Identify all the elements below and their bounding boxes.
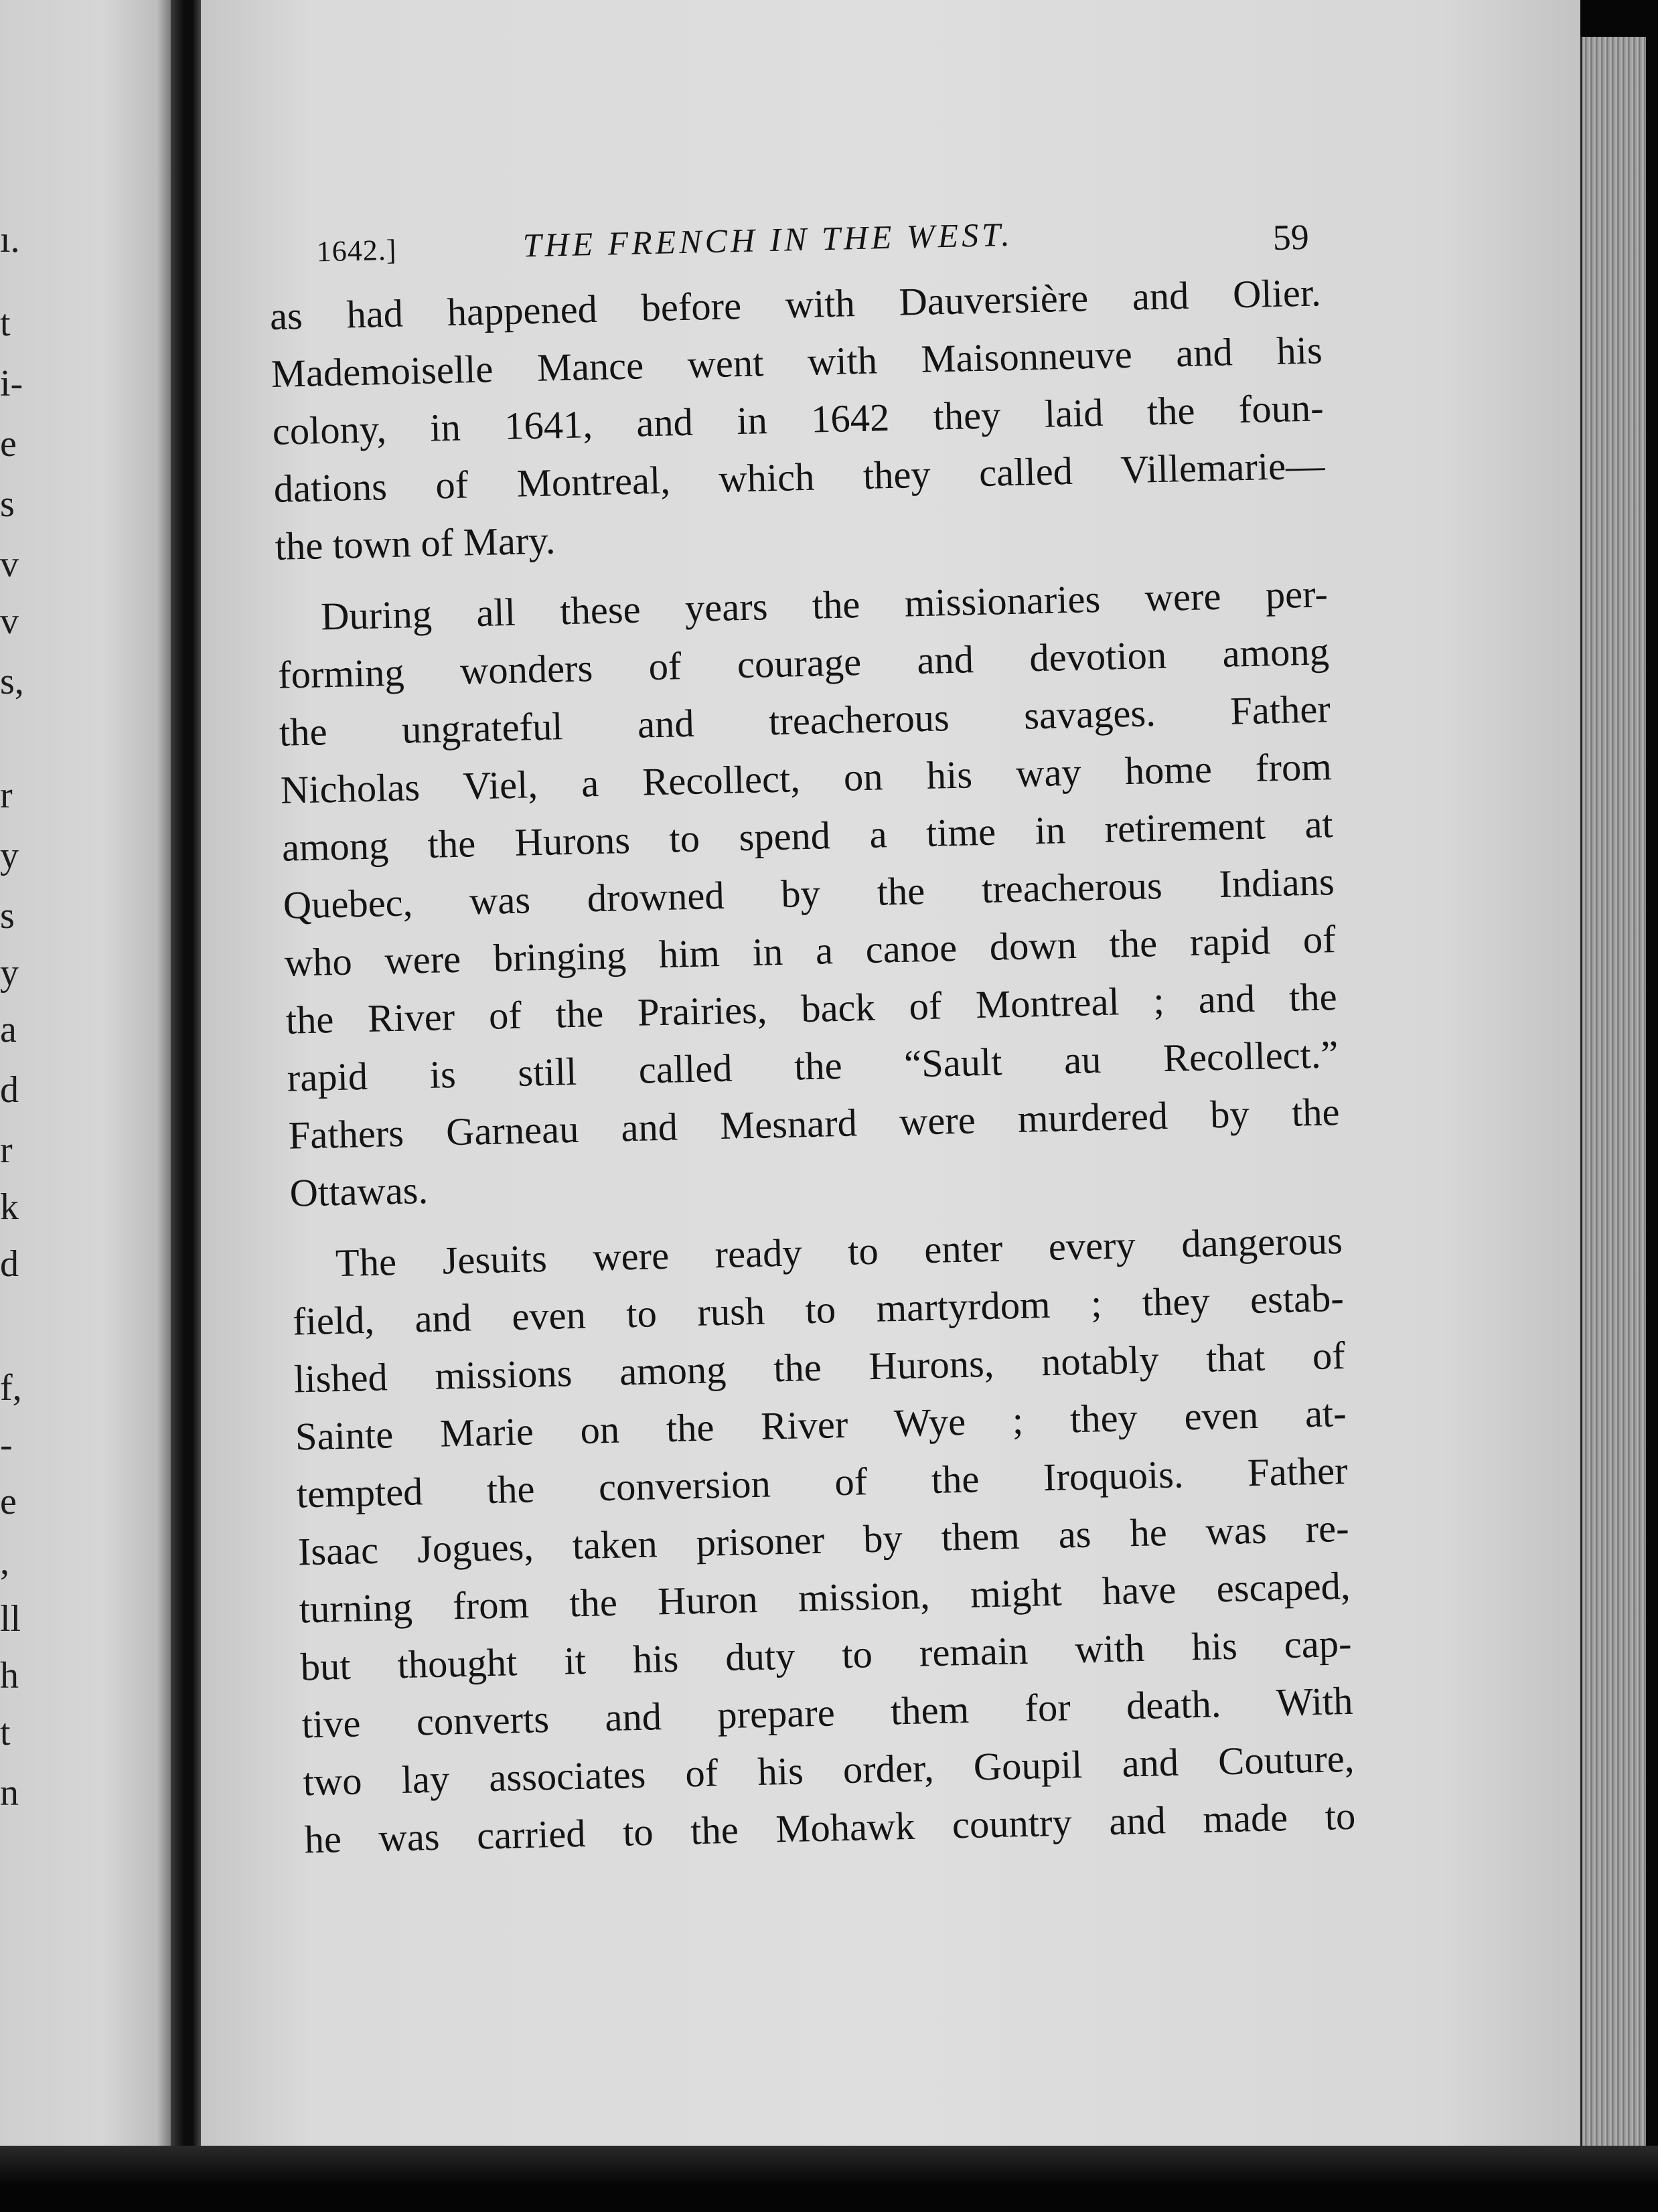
- text-line: During all these years the missionaries were per-: [320, 572, 1329, 639]
- left-fragment: a: [0, 1009, 17, 1050]
- running-head-title: THE FRENCH IN THE WEST.: [522, 215, 1014, 264]
- paragraph-2: [276, 565, 1341, 1222]
- paragraph-3: [291, 1212, 1356, 1869]
- left-fragment: e: [0, 423, 17, 465]
- text-line: he was carried to the Mohawk country and made to: [303, 1794, 1356, 1862]
- text-line: rapid is still called the “Sault au Recollect.”: [287, 1032, 1339, 1100]
- left-fragment: h: [0, 1655, 19, 1696]
- text-line: Mademoiselle Mance went with Maisonneuve and his: [271, 328, 1323, 396]
- text-line: among the Hurons to spend a time in retirement at: [281, 802, 1334, 870]
- left-fragment: i-: [0, 363, 23, 404]
- left-fragment: t: [0, 303, 11, 344]
- left-fragment: r: [0, 1129, 13, 1171]
- left-fragment: ı.: [0, 219, 20, 260]
- text-line: the ungrateful and treacherous savages. Father: [279, 687, 1331, 755]
- left-fragment: d: [0, 1069, 19, 1111]
- text-line: as had happened before with Dauversière and Olier.: [269, 270, 1322, 338]
- page-text-block: [268, 204, 1356, 1968]
- text-line: forming wonders of courage and devotion among: [277, 629, 1330, 697]
- text-line: two lay associates of his order, Goupil and Couture,: [302, 1736, 1355, 1804]
- text-line: dations of Montreal, which they called Villemarie—: [273, 443, 1326, 511]
- running-head-year: 1642.]: [316, 233, 398, 268]
- left-fragment: d: [0, 1243, 19, 1285]
- left-fragment: s: [0, 895, 15, 937]
- left-fragment: s,: [0, 661, 24, 702]
- left-fragment: t: [0, 1712, 11, 1753]
- text-line: Isaac Jogues, taken prisoner by them as he was re-: [297, 1506, 1350, 1574]
- text-line: tempted the conversion of the Iroquois. Father: [296, 1448, 1349, 1516]
- left-fragment: k: [0, 1186, 19, 1228]
- text-line: but thought it his duty to remain with his cap-: [300, 1621, 1353, 1689]
- page-edges: [1580, 37, 1646, 2172]
- text-line: lished missions among the Hurons, notably that of: [293, 1333, 1346, 1401]
- left-fragment: e: [0, 1481, 17, 1522]
- left-fragment: r: [0, 775, 13, 816]
- bottom-shadow: [0, 2146, 1658, 2212]
- left-page-text-fragments: [0, 0, 40, 2008]
- text-line: field, and even to rush to martyrdom ; they estab-: [292, 1275, 1345, 1344]
- left-fragment: ll: [0, 1598, 21, 1640]
- left-fragment: v: [0, 601, 19, 642]
- text-line: colony, in 1641, and in 1642 they laid the foun-: [272, 386, 1325, 453]
- left-fragment: -: [0, 1424, 13, 1466]
- text-line: Fathers Garneau and Mesnard were murdered by the: [288, 1090, 1341, 1158]
- text-line: the town of Mary.: [275, 518, 556, 568]
- text-line: The Jesuits were ready to enter every dangerous: [335, 1218, 1343, 1285]
- paragraph-1: [269, 264, 1327, 576]
- left-fragment: v: [0, 544, 19, 585]
- left-fragment: y: [0, 835, 19, 876]
- left-fragment: s: [0, 483, 15, 525]
- left-fragment: n: [0, 1772, 19, 1814]
- left-fragment: y: [0, 952, 19, 994]
- left-fragment: f,: [0, 1367, 22, 1409]
- body-text: [269, 264, 1356, 1869]
- text-line: turning from the Huron mission, might have escaped,: [299, 1563, 1351, 1632]
- page-number: 59: [1272, 216, 1310, 258]
- text-line: the River of the Prairies, back of Montreal ; and the: [285, 975, 1338, 1042]
- text-line: who were bringing him in a canoe down the rapid of: [284, 917, 1337, 985]
- left-fragment: ,: [0, 1541, 9, 1583]
- text-line: Quebec, was drowned by the treacherous Indians: [283, 860, 1335, 927]
- book-gutter: [171, 0, 204, 2212]
- text-line: Sainte Marie on the River Wye ; they even at-: [295, 1391, 1347, 1459]
- text-line: tive converts and prepare them for death. With: [301, 1678, 1354, 1747]
- text-line: Nicholas Viel, a Recollect, on his way home from: [280, 744, 1333, 812]
- left-page: [0, 0, 171, 2149]
- text-line: Ottawas.: [289, 1168, 429, 1215]
